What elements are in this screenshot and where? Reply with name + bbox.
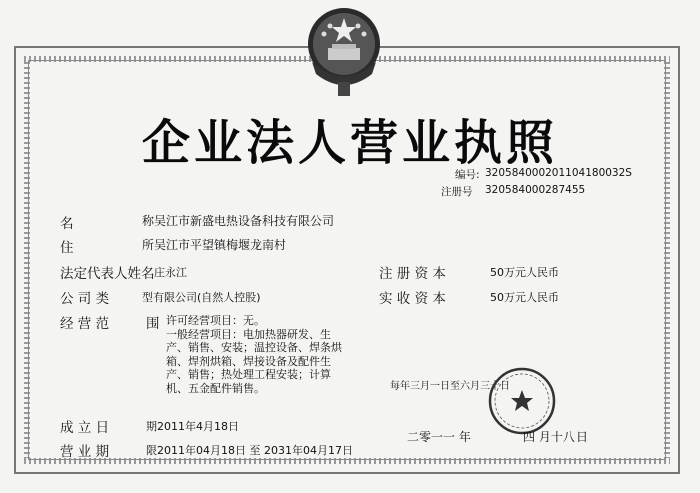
established-date-label: 成 立 日 [60, 420, 110, 436]
scope-line: 产、销售、安装；温控设备、焊条烘 [166, 341, 342, 354]
address-value: 所吴江市平望镇梅堰龙南村 [142, 238, 287, 252]
registration-label: 注册号 [441, 186, 473, 198]
issue-date-month-day: 四 月十八 [523, 430, 575, 444]
business-term-value: 限2011年04月18日 至 2031年04月17日 [146, 444, 353, 457]
address-label: 住 [60, 240, 74, 256]
national-emblem-icon [302, 4, 386, 100]
issue-date-day-unit: 日 [576, 430, 589, 444]
paid-capital-label: 实 收 资 本 [379, 291, 446, 307]
scope-line: 一般经营项目：电加热器研发、生 [166, 327, 331, 341]
scope-line: 箱、焊剂烘箱、焊接设备及配件生 [166, 354, 331, 368]
business-scope-text [166, 314, 396, 395]
scope-line: 产、销售；热处理工程安装；计算 [166, 368, 331, 381]
official-seal-icon [487, 366, 557, 436]
established-date-value: 期2011年4月18日 [146, 420, 239, 433]
legal-rep-label: 法定代表人姓名 [60, 266, 155, 282]
paid-capital-value: 50万元人民币 [490, 291, 559, 304]
name-value: 称吴江市新盛电热设备科技有限公司 [142, 214, 335, 228]
company-type-label: 公 司 类 [60, 291, 110, 307]
business-term-label: 营 业 期 [60, 444, 110, 460]
registered-capital-label: 注 册 资 本 [379, 266, 446, 282]
serial-label: 编号: [455, 169, 480, 181]
business-scope-label: 经 营 范 [60, 316, 110, 332]
issue-date-year: 二零一一 年 [407, 430, 471, 444]
scope-line: 许可经营项目：无。 [166, 314, 265, 327]
business-scope-label-tail: 围 [146, 316, 160, 332]
page-title: 企业法人营业执照 [141, 115, 558, 171]
serial-value: 320584000201104180032S [485, 167, 632, 179]
company-type-value: 型有限公司(自然人控股) [142, 291, 261, 304]
scope-line: 机、五金配件销售。 [166, 381, 265, 395]
annual-report-note: 每年三月一日至六月三十日 [390, 381, 510, 392]
name-label: 名 [60, 216, 74, 232]
registered-capital-value: 50万元人民币 [490, 266, 559, 279]
legal-rep-value: 庄永江 [154, 266, 187, 279]
registration-value: 320584000287455 [485, 184, 586, 196]
